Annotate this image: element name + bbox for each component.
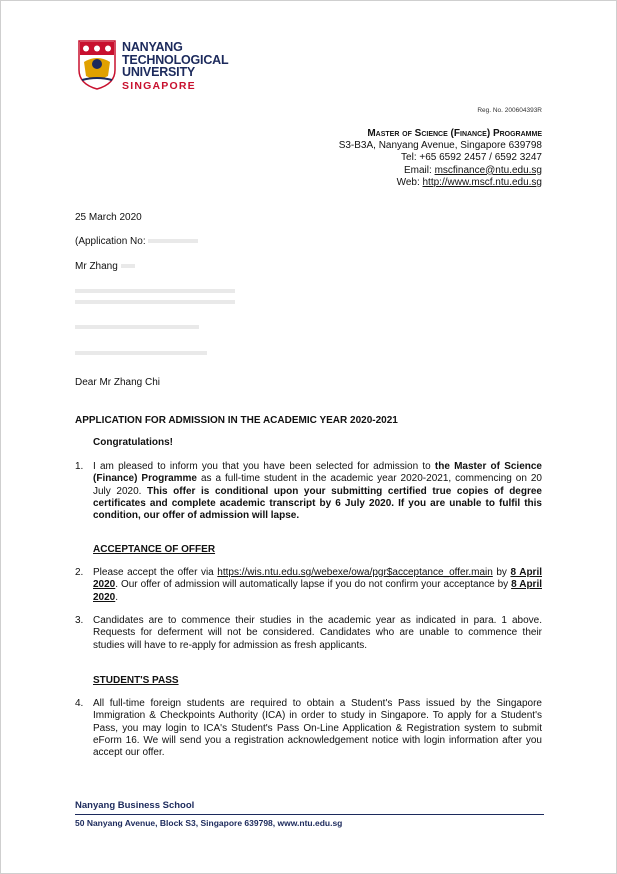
recipient-address-line-3 <box>75 322 199 333</box>
footer-address: 50 Nanyang Avenue, Block S3, Singapore 639798, www.ntu.edu.sg <box>75 818 343 828</box>
footer-divider <box>75 814 544 815</box>
email-label: Email: <box>404 164 435 176</box>
paragraph-text <box>93 567 542 604</box>
sender-address: S3-B3A, Nanyang Avenue, Singapore 639798 <box>338 140 542 152</box>
salutation: Dear Mr Zhang Chi <box>75 377 161 388</box>
recipient-address-line-1 <box>75 286 235 297</box>
paragraph-number: 3. <box>75 615 84 626</box>
university-name-line-3: UNIVERSITY <box>122 65 196 79</box>
paragraph-text <box>93 461 542 522</box>
p2-text-a: Please accept the offer via <box>93 567 218 578</box>
redacted-block <box>75 325 199 329</box>
sender-web-line <box>339 177 542 189</box>
paragraph-1 <box>75 461 542 522</box>
university-name <box>122 41 228 92</box>
redacted-block <box>75 351 207 355</box>
university-name-line-1: NANYANG <box>122 40 183 54</box>
sender-tel: Tel: +65 6592 2457 / 6592 3247 <box>401 152 542 164</box>
paragraph-text: Candidates are to commence their studies in the academic year as indicated in para. 1 above. Requests for deferment will not be considered. Candidates who are unable to commence their studies will have to re-apply for admission as fresh applicants. <box>93 615 542 651</box>
recipient-address-line-2 <box>75 297 235 308</box>
recipient-name <box>75 261 135 272</box>
p2-text-c: . Our offer of admission will automatically lapse if you do not confirm your acceptance by <box>115 579 512 591</box>
section-students-pass-heading: STUDENT'S PASS <box>93 675 179 686</box>
programme-name: Master of Science (Finance) Programme <box>367 128 542 139</box>
redacted-block <box>121 264 135 268</box>
recipient-address-line-4 <box>75 348 207 359</box>
p1-condition-bold: This offer is conditional upon your submitting certified true copies of degree certificates and complete academic transcript by 6 July 2020. If you are unable to fulfil this condition, our offer of admission will lapse. <box>93 485 542 522</box>
recipient-name-text: Mr Zhang <box>75 261 118 272</box>
p2-text-b: by <box>492 567 511 578</box>
redacted-block <box>75 289 235 293</box>
university-name-line-2: TECHNOLOGICAL <box>122 52 229 67</box>
footer-school-name: Nanyang Business School <box>75 800 195 811</box>
email-link[interactable]: mscfinance@ntu.edu.sg <box>434 164 542 176</box>
p1-text-c: as a full-time student in the academic year 2020-2021, commencing on 20 July 2020. <box>93 473 542 497</box>
deadline-date-2: 8 April 2020 <box>93 579 542 603</box>
web-label: Web: <box>396 176 423 188</box>
paragraph-number: 4. <box>75 698 84 709</box>
application-number-label: (Application No: <box>75 236 146 247</box>
paragraph-2 <box>75 567 542 604</box>
redacted-block <box>75 300 235 304</box>
paragraph-3 <box>75 615 542 652</box>
redacted-block <box>148 239 198 243</box>
sender-address-block <box>339 128 542 189</box>
p1-text-a: I am pleased to inform you that you have been selected for admission to <box>93 461 435 472</box>
letter-heading: APPLICATION FOR ADMISSION IN THE ACADEMIC YEAR 2020-2021 <box>75 415 398 426</box>
congratulations: Congratulations! <box>93 437 173 448</box>
acceptance-link[interactable]: https://wis.ntu.edu.sg/webexe/owa/pgr$acceptance_offer.main <box>217 567 493 578</box>
paragraph-4 <box>75 698 542 759</box>
paragraph-number: 2. <box>75 567 84 578</box>
registration-number: Reg. No. 200604393R <box>477 107 542 114</box>
deadline-date-1: 8 April 2020 <box>93 567 542 591</box>
paragraph-text: All full-time foreign students are required to obtain a Student's Pass issued by the Singapore Immigration & Checkpoints Authority (ICA) in order to study in Singapore. To apply for a Student's Pass, you may login to ICA's Student's Pass On-Line Application & Registration system to submit eForm 16. We will send you a registration acknowledgement notice with login information after you accept our offer. <box>93 698 542 759</box>
application-number <box>75 236 198 247</box>
p2-text-d: . <box>115 591 119 603</box>
ntu-crest-icon <box>78 40 116 90</box>
ntu-logo <box>78 40 229 92</box>
university-country: SINGAPORE <box>122 79 196 92</box>
letter-date: 25 March 2020 <box>75 212 142 223</box>
section-acceptance-heading: ACCEPTANCE OF OFFER <box>93 544 216 555</box>
sender-email-line <box>339 165 542 177</box>
paragraph-number: 1. <box>75 461 84 472</box>
p1-programme-bold: the Master of Science (Finance) Programme <box>93 461 542 485</box>
web-link[interactable]: http://www.mscf.ntu.edu.sg <box>422 176 542 188</box>
